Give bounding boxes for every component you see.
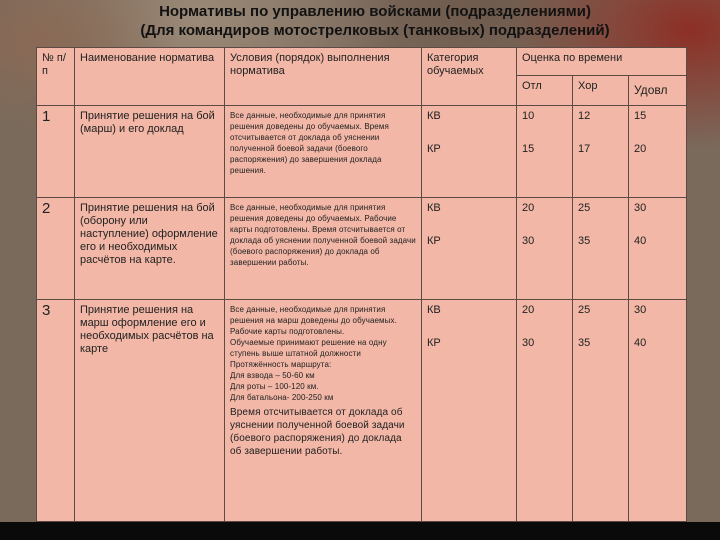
table-row	[37, 106, 687, 198]
category-kr: КР	[427, 337, 441, 349]
category-kr: КР	[427, 235, 441, 247]
row-category	[422, 198, 517, 300]
value-cell: 25	[578, 304, 591, 316]
row-satisfactory	[629, 198, 687, 300]
value-cell: 20	[522, 304, 535, 316]
row-category	[422, 106, 517, 198]
value-cell: 20	[634, 143, 647, 155]
row-number: 1	[37, 106, 75, 198]
condition-line: Рабочие карты подготовлены.	[230, 327, 345, 336]
header-row	[37, 48, 687, 76]
header-conditions: Условия (порядок) выполнения норматива	[225, 48, 422, 106]
row-conditions: Все данные, необходимые для принятия решения доведены до обучаемых. Рабочие карты подготовлены. Время отсчитывается от доклада об уяснении полученной боевой задачи (боевого распоряжения) до доклада об завершении работы.	[225, 198, 422, 300]
value-cell: 30	[634, 304, 647, 316]
row-name: Принятие решения на бой (оборону или наступление) оформление его и необходимых расчётов на карте.	[75, 198, 225, 300]
category-kr: КР	[427, 143, 441, 155]
condition-line: Обучаемые принимают решение на одну ступень выше штатной должности Протяжённость маршрута:	[230, 338, 387, 369]
row-category	[422, 300, 517, 522]
value-cell: 20	[522, 202, 535, 214]
condition-line: Для роты – 100-120 км.	[230, 382, 319, 391]
header-grade: Оценка по времени	[517, 48, 687, 76]
table-row	[37, 300, 687, 522]
value-cell: 30	[522, 235, 535, 247]
table-row	[37, 198, 687, 300]
header-category: Категория обучаемых	[422, 48, 517, 106]
norms-table	[36, 47, 687, 522]
value-cell: 12	[578, 110, 591, 122]
category-kv: КВ	[427, 202, 441, 214]
row-conditions: Все данные, необходимые для принятия решения доведены до обучаемых. Время отсчитывается от доклада об уяснении полученной боевой задачи (боевого распоряжения) до завершения доклада решения.	[225, 106, 422, 198]
category-kv: КВ	[427, 110, 441, 122]
header-excellent: Отл	[517, 76, 573, 106]
condition-line: Все данные, необходимые для принятия решения на марш доведены до обучаемых.	[230, 305, 397, 325]
row-number: 2	[37, 198, 75, 300]
header-good: Хор	[573, 76, 629, 106]
row-good	[573, 198, 629, 300]
condition-note: Время отсчитывается от доклада об уяснении полученной боевой задачи (боевого распоряжения) до доклада об завершении работы.	[230, 407, 405, 457]
condition-line: Для взвода – 50-60 км	[230, 371, 315, 380]
row-satisfactory	[629, 300, 687, 522]
row-good	[573, 106, 629, 198]
title-line-2: (Для командиров мотострелковых (танковых) подразделений)	[140, 22, 610, 39]
row-excellent	[517, 106, 573, 198]
category-kv: КВ	[427, 304, 441, 316]
row-good	[573, 300, 629, 522]
bottom-shadow	[0, 522, 720, 540]
value-cell: 10	[522, 110, 535, 122]
header-satisfactory: Удовл	[629, 76, 687, 106]
row-number: 3	[37, 300, 75, 522]
condition-line: Для батальона- 200-250 км	[230, 393, 334, 402]
row-excellent	[517, 198, 573, 300]
value-cell: 35	[578, 235, 591, 247]
title-line-1: Нормативы по управлению войсками (подразделениями)	[159, 3, 591, 20]
value-cell: 15	[634, 110, 647, 122]
header-num: № п/п	[37, 48, 75, 106]
value-cell: 30	[634, 202, 647, 214]
row-name: Принятие решения на бой (марш) и его доклад	[75, 106, 225, 198]
row-satisfactory	[629, 106, 687, 198]
value-cell: 25	[578, 202, 591, 214]
value-cell: 40	[634, 235, 647, 247]
value-cell: 30	[522, 337, 535, 349]
row-name: Принятие решения на марш оформление его и необходимых расчётов на карте	[75, 300, 225, 522]
value-cell: 35	[578, 337, 591, 349]
row-excellent	[517, 300, 573, 522]
value-cell: 17	[578, 143, 591, 155]
row-conditions	[225, 300, 422, 522]
value-cell: 15	[522, 143, 535, 155]
page-title	[0, 2, 720, 40]
value-cell: 40	[634, 337, 647, 349]
header-name: Наименование норматива	[75, 48, 225, 106]
